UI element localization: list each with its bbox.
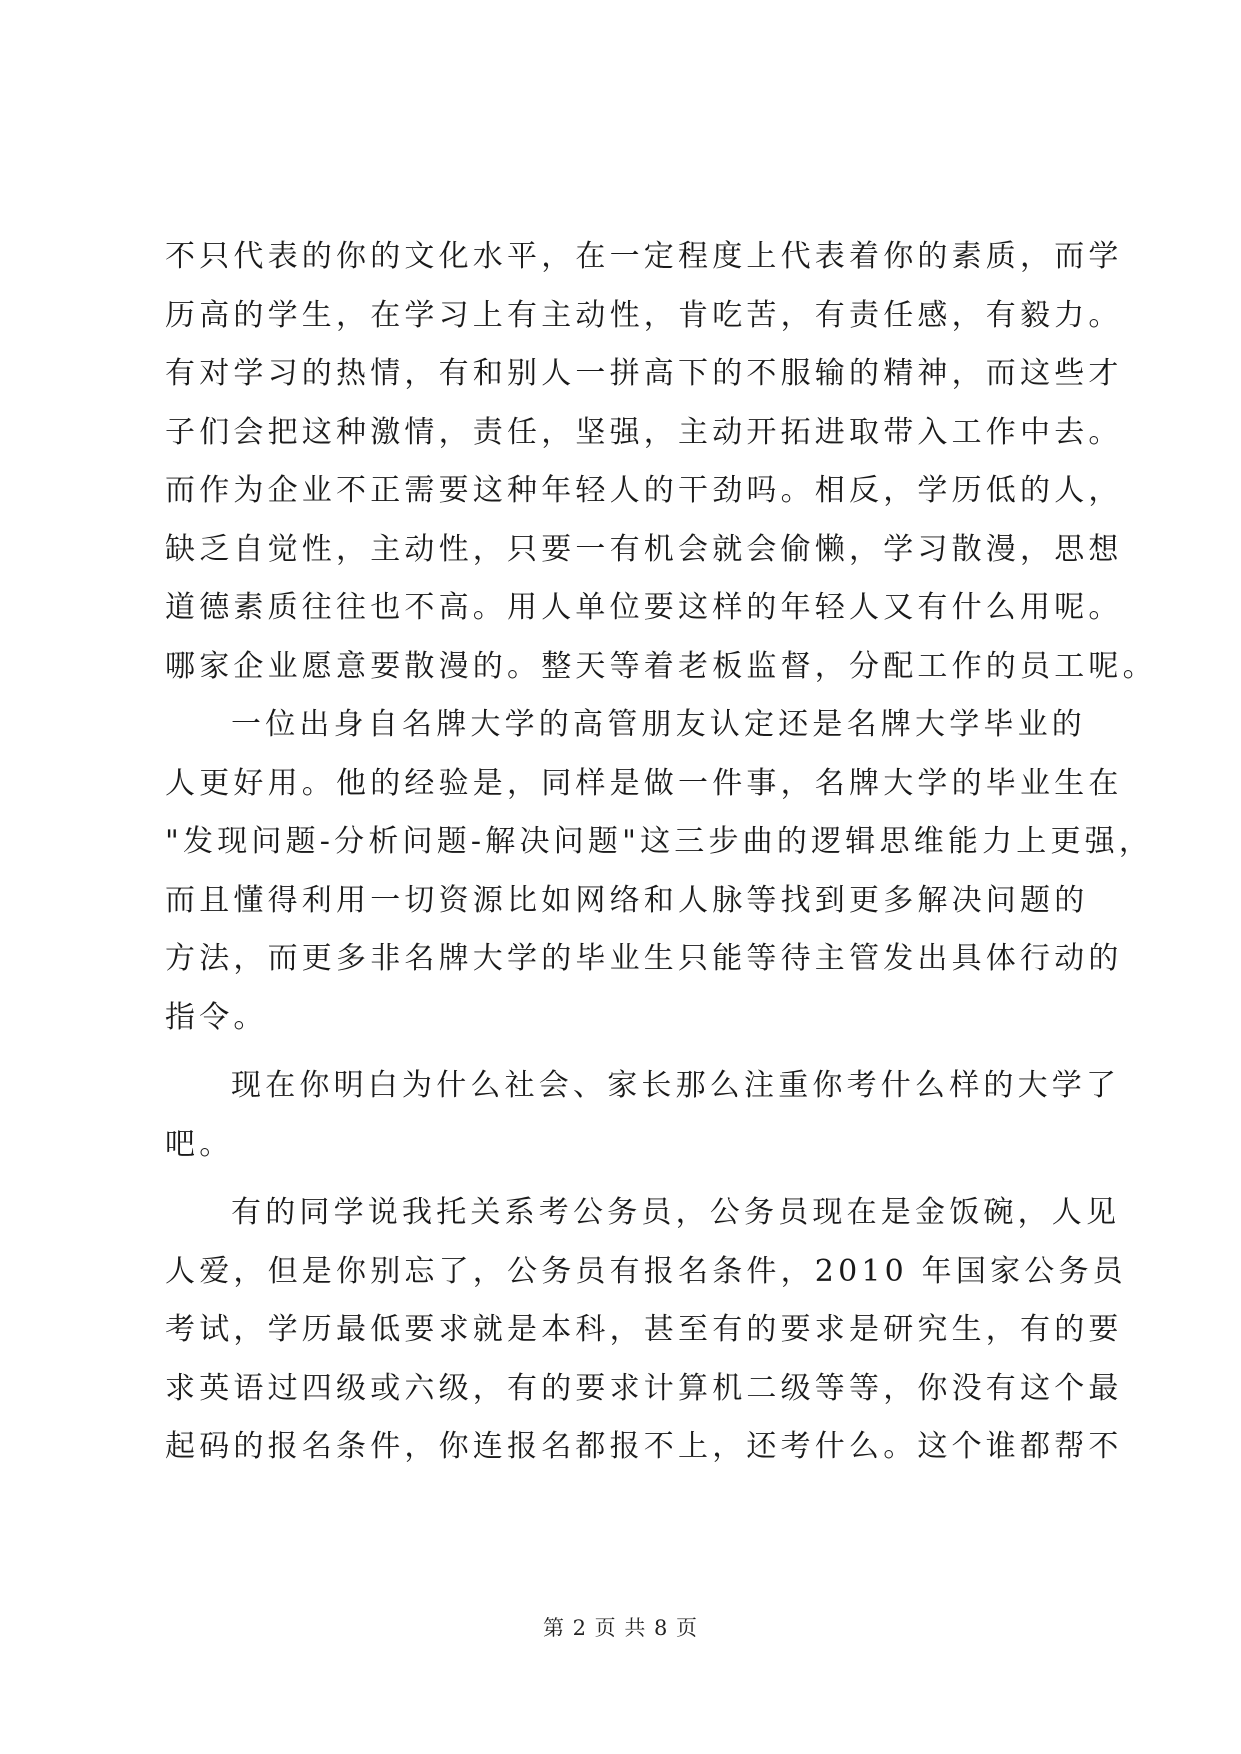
- document-body: [165, 228, 1157, 1477]
- text-line: 吧。: [165, 1126, 234, 1162]
- text-line: 而且懂得利用一切资源比如网络和人脉等找到更多解决问题的: [165, 882, 1089, 918]
- text-line: 子们会把这种激情，责任，坚强，主动开拓进取带入工作中去。: [165, 414, 1123, 450]
- text-line: 起码的报名条件，你连报名都报不上，还考什么。这个谁都帮不: [165, 1429, 1123, 1464]
- text-line: 道德素质往往也不高。用人单位要这样的年轻人又有什么用呢。: [165, 590, 1123, 625]
- text-line: 不只代表的你的文化水平，在一定程度上代表着你的素质，而学: [165, 239, 1123, 274]
- text-line: 而作为企业不正需要这种年轻人的干劲吗。相反，学历低的人，: [165, 473, 1123, 508]
- text-line: 考试，学历最低要求就是本科，甚至有的要求是研究生，有的要: [165, 1312, 1123, 1347]
- paragraph-first-line: 现在你明白为什么社会、家长那么注重你考什么样的大学了: [231, 1068, 1121, 1103]
- page-number-footer: 第 2 页 共 8 页: [542, 1616, 699, 1640]
- paragraph-first-line: 一位出身自名牌大学的高管朋友认定还是名牌大学毕业的: [231, 707, 1086, 742]
- text-line: 人更好用。他的经验是，同样是做一件事，名牌大学的毕业生在: [165, 765, 1123, 801]
- text-line: 有对学习的热情，有和别人一拼高下的不服输的精神，而这些才: [165, 356, 1123, 391]
- text-line: 历高的学生，在学习上有主动性，肯吃苦，有责任感，有毅力。: [165, 297, 1123, 333]
- text-line: 指令。: [165, 999, 268, 1035]
- text-line: "发现问题-分析问题-解决问题"这三步曲的逻辑思维能力上更强，: [165, 824, 1154, 859]
- text-line: 哪家企业愿意要散漫的。整天等着老板监督，分配工作的员工呢。: [165, 648, 1157, 684]
- text-line: 求英语过四级或六级，有的要求计算机二级等等，你没有这个最: [165, 1370, 1123, 1406]
- text-line: 方法，而更多非名牌大学的毕业生只能等待主管发出具体行动的: [165, 941, 1123, 976]
- text-line: 人爱，但是你别忘了，公务员有报名条件，2010 年国家公务员: [165, 1253, 1127, 1289]
- paragraph-gap: [165, 1047, 1095, 1057]
- paragraph-first-line: 有的同学说我托关系考公务员，公务员现在是金饭碗，人见: [231, 1195, 1121, 1230]
- text-line: 缺乏自觉性，主动性，只要一有机会就会偷懒，学习散漫，思想: [165, 531, 1123, 567]
- paragraph-gap: [165, 1174, 1095, 1184]
